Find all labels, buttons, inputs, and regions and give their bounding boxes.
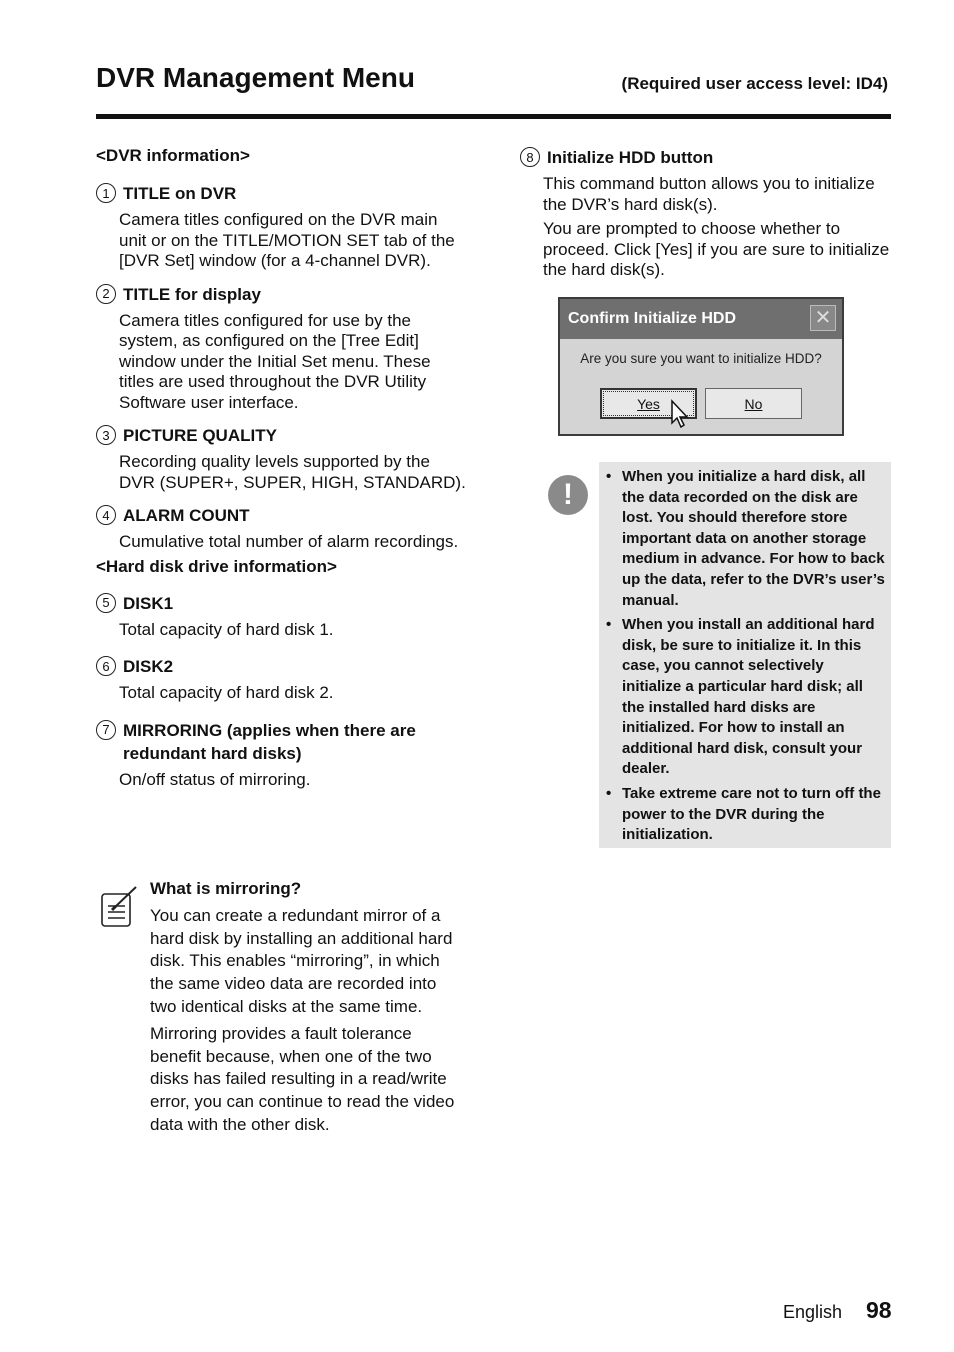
item-description: Camera titles configured on the DVR main unit or on the TITLE/MOTION SET tab of the [DVR Set] window (for a 4-channel DVR).	[119, 210, 455, 270]
item-number: 5	[96, 593, 116, 613]
caution-bullet: • Take extreme care not to turn off the power to the DVR during the initialization.	[605, 784, 887, 846]
item-number: 6	[96, 656, 116, 676]
page-number: 98	[866, 1297, 892, 1323]
caution-box	[541, 462, 891, 848]
close-icon[interactable]: ✕	[810, 305, 836, 331]
confirm-dialog	[558, 297, 844, 436]
dialog-titlebar	[560, 299, 842, 339]
note-paragraph: Mirroring provides a fault tolerance benefit because, when one of the two disks has failed resulting in a read/write error, you can continue to read the video data with the other disk.	[150, 1023, 455, 1134]
hdd-info-heading: <Hard disk drive information>	[96, 556, 337, 576]
caution-list	[605, 467, 887, 846]
item-picture-quality	[96, 424, 466, 493]
yes-button[interactable]: Yes	[600, 388, 697, 419]
note-heading: What is mirroring?	[150, 879, 302, 898]
item-description: This command button allows you to initialize the DVR’s hard disk(s).	[543, 174, 875, 214]
dialog-title: Confirm Initialize HDD	[568, 310, 737, 327]
item-description: On/off status of mirroring.	[119, 769, 311, 789]
mouse-cursor-icon	[670, 399, 690, 429]
right-column	[520, 146, 891, 281]
exclamation-icon: !	[548, 475, 588, 515]
item-description: Recording quality levels supported by the DVR (SUPER+, SUPER, HIGH, STANDARD).	[119, 452, 466, 492]
item-number: 2	[96, 284, 116, 304]
footer-language: English	[783, 1302, 843, 1322]
no-button[interactable]: No	[705, 388, 802, 419]
item-title: DISK1	[123, 593, 174, 613]
item-number: 1	[96, 183, 116, 203]
item-description: Total capacity of hard disk 2.	[119, 683, 334, 702]
item-title: TITLE on DVR	[123, 184, 237, 203]
access-level-note: (Required user access level: ID4)	[621, 74, 888, 93]
item-description: You are prompted to choose whether to proceed. Click [Yes] if you are sure to initialize the hard disk(s).	[543, 219, 890, 279]
item-title-on-dvr	[96, 182, 466, 272]
caution-bullet: • When you initialize a hard disk, all the data recorded on the disk are lost. You should therefore store important data on another storage medium in advance. For how to back up the data, refer to the DVR’s user’s manual.	[605, 467, 887, 611]
item-description: Total capacity of hard disk 1.	[119, 619, 334, 639]
item-title-for-display	[96, 283, 466, 414]
item-initialize-hdd	[520, 146, 891, 281]
item-title: TITLE for display	[123, 284, 261, 304]
page-title: DVR Management Menu	[96, 62, 415, 93]
item-disk1	[96, 592, 466, 641]
memo-pencil-icon	[100, 884, 140, 928]
dvr-info-heading: <DVR information>	[96, 146, 250, 165]
note-paragraph: You can create a redundant mirror of a hard disk by installing an additional hard disk. This enables “mirroring”, in which the same video data are recorded into two identical disks at the same time.	[150, 905, 453, 1016]
item-number: 8	[520, 147, 540, 167]
item-title: DISK2	[123, 657, 174, 676]
item-mirroring	[96, 719, 466, 791]
title-rule	[96, 114, 891, 119]
item-title: MIRRORING (applies when there are redundant hard disks)	[123, 720, 416, 763]
item-title: PICTURE QUALITY	[123, 426, 277, 445]
left-column	[96, 146, 466, 790]
item-title: ALARM COUNT	[123, 506, 250, 525]
item-number: 4	[96, 505, 116, 525]
mirroring-note	[96, 878, 466, 1137]
item-number: 3	[96, 425, 116, 445]
caution-bullet: • When you install an additional hard disk, be sure to initialize it. In this case, you cannot selectively initialize a particular hard disk; all the installed hard disks are initialized. For how to install an additional hard disk, consult your dealer.	[605, 615, 887, 780]
item-number: 7	[96, 720, 116, 740]
item-disk2	[96, 655, 466, 704]
item-title: Initialize HDD button	[547, 148, 714, 167]
item-description: Cumulative total number of alarm recordings.	[119, 532, 459, 551]
dialog-message: Are you sure you want to initialize HDD?	[580, 351, 822, 366]
item-alarm-count	[96, 504, 466, 553]
item-description: Camera titles configured for use by the system, as configured on the [Tree Edit] window under the Initial Set menu. These titles are used throughout the DVR Utility Software user interface.	[119, 310, 431, 412]
